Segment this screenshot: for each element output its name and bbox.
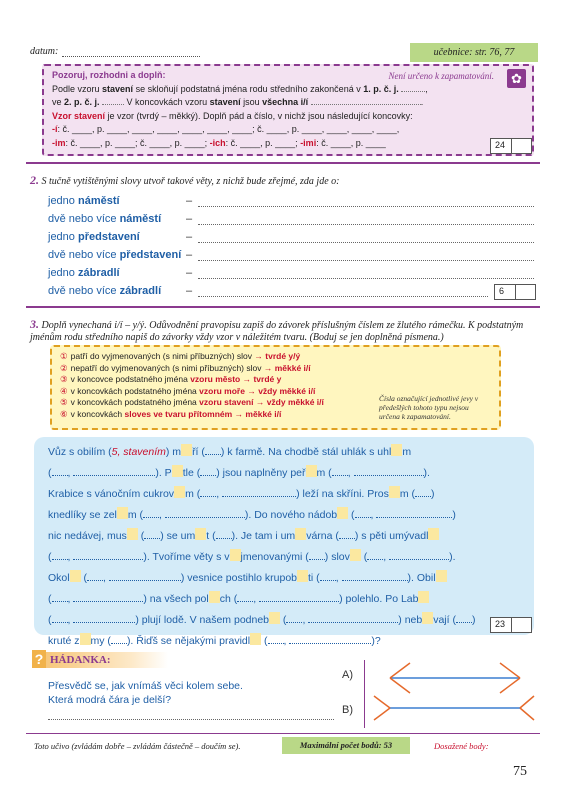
letter-gap[interactable] [174,486,185,498]
footer-divider [26,733,540,734]
option-b-label: B) [342,704,353,716]
letter-gap[interactable] [181,444,192,456]
exercise-3-text [34,437,534,647]
letter-gap[interactable] [337,507,348,519]
exercise-2-instruction: 2. S tučně vytištěnými slovy utvoř takové věty, z nichž bude zřejmé, zda jde o: [30,173,340,187]
letter-gap[interactable] [297,570,308,582]
letter-gap[interactable] [70,570,81,582]
dash: – [186,213,193,225]
letter-gap[interactable] [428,528,439,540]
text-line: knedlíky se zel m ( , ). Do nového nádob ( , ) [48,509,456,521]
option-a-label: A) [342,669,353,681]
intro-line-2: ve 2. p. č. j. V koncovkách vzoru stavení jsou všechna i/í . [52,97,424,107]
section-divider [26,306,540,308]
section-divider [26,162,540,164]
letter-gap[interactable] [127,528,138,540]
ex2-row: dvě nebo více náměstí [48,213,162,225]
ex2-row: dvě nebo více představení [48,249,182,261]
letter-gap[interactable] [250,633,261,645]
letter-gap[interactable] [306,465,317,477]
text-line: nic nedávej, mus ( ) se um t ( ). Je tam i um várna ( ) s pěti umývadl [48,526,520,547]
rule-item: ⑤ v koncovkách podstatného jména vzoru stavení → vždy měkké i/í [60,397,324,407]
ex2-row: jedno představení [48,231,140,243]
text-line: ( , ). P tle ( ) jsou naplněny peř m ( , ). [48,467,430,479]
text-line: kruté z my ( ). Řiďš se nějakými pravidl ( , )? [48,635,381,647]
letter-gap[interactable] [391,444,402,456]
reason-field[interactable] [205,454,221,455]
text-line: ( , ) plují lodě. V našem podneb ( , ) neb vají ( ) [48,614,476,626]
page-number: 75 [513,764,527,779]
intro-line-1: Podle vzoru stavení se skloňují podstatná jména rodu středního zakončená v 1. p. č. j. , [52,83,428,94]
exercise-3-instruction: 3. Doplň vynechaná i/í – y/ý. Odůvodnění pravopisu zapiš do závorek příslušným číslem ze žlutého rámečku. K podstatným jménům rodu středního napiš do závorky vždy vzor v náležitém tvaru. (Boduj se jen doplněná písmena.) [30,317,524,343]
flower-icon: ✿ [507,69,526,88]
score-box[interactable]: 23 [490,617,532,633]
intro-title: Pozoruj, rozhodni a doplň: [52,70,166,80]
letter-gap[interactable] [195,528,206,540]
letter-gap[interactable] [418,591,429,603]
self-assessment: Toto učivo (zvládám dobře – zvládám částečně – doučím se). [34,741,241,751]
letter-gap[interactable] [230,549,241,561]
rule-item: ① patří do vyjmenovaných (s nimi příbuzných) slov → tvrdé y/ý [60,351,301,361]
illusion-figure [370,660,535,725]
letter-gap[interactable] [436,570,447,582]
illusion-line-b [374,696,534,720]
date-field[interactable] [62,56,200,57]
illusion-line-a [390,663,520,693]
riddle-divider [364,660,365,728]
dash: – [186,231,193,243]
dash: – [186,249,193,261]
dash: – [186,195,193,207]
answer-line[interactable] [198,206,534,207]
intro-line-4: -í: č. ____, p. ____, ____, ____, ____, ____, ____; č. ____, p. ____, ____, ____, ____, [52,124,400,134]
letter-gap[interactable] [350,549,361,561]
letter-gap[interactable] [80,633,91,645]
intro-line-3: Vzor stavení je vzor (tvrdý – měkký). Doplň pád a číslo, v nichž jsou následující koncovky: [52,110,413,121]
score-box[interactable]: 6 [494,284,536,300]
riddle-text: Přesvědč se, jak vnímáš věci kolem sebe. Která modrá čára je delší? [48,680,243,706]
text-line: Okol ( , ) vesnice postihlo krupob ti ( , ). Obil [48,568,520,589]
intro-box [42,64,534,156]
dash: – [186,267,193,279]
max-points: Maximální počet bodů: 53 [282,737,410,754]
intro-line-5: -im: č. ____, p. ____; č. ____, p. ____; -ich: č. ____, p. ____; -imi: č. ____, p. ____ [52,137,386,148]
answer-line[interactable] [198,296,488,297]
rule-item: ③ v koncovce podstatného jména vzoru město → tvrdé y [60,374,282,384]
blank-field[interactable] [311,104,421,105]
dash: – [186,285,193,297]
answer-line[interactable] [198,278,534,279]
rule-item: ④ v koncovkách podstatného jména vzoru moře → vždy měkké i/í [60,385,316,396]
rule-item: ② nepatří do vyjmenovaných (s nimi příbuzných) slov → měkké i/í [60,362,311,373]
answer-line[interactable] [198,260,534,261]
letter-gap[interactable] [209,591,220,603]
rules-note: Čísla označující jednotlivé jevy v předešlých tohoto typu nejsou určena k zapamatování. [379,394,479,421]
text-line: ( , ). Tvoříme věty s v jmenovanými ( ) slov ( , ). [48,551,456,563]
question-mark-icon: ? [32,650,46,668]
letter-gap[interactable] [117,507,128,519]
text-line: Vůz s obilím (5, stavením) m ří ( ) k farmě. Na chodbě stál uhlák s uhl m [48,446,412,458]
text-line: ( , ) na všech pol ch ( , ) polehlo. Po Lab [48,589,520,610]
not-for-memorizing-note: Není určeno k zapamatování. [388,71,494,81]
answer-line[interactable] [198,224,534,225]
letter-gap[interactable] [172,465,183,477]
ex2-row: jedno zábradlí [48,267,120,279]
achieved-points: Dosažené body: [434,741,489,751]
ex2-row: jedno náměstí [48,195,120,207]
letter-gap[interactable] [389,486,400,498]
blank-field[interactable] [401,91,425,92]
letter-gap[interactable] [295,528,306,540]
blank-field[interactable] [102,104,124,105]
riddle-title: HÁDANKA: [50,654,111,666]
text-line: Krabice s vánočním cukrov m ( , ) leží na skříni. Pros m ( ) [48,488,435,500]
score-box[interactable]: 24 [490,138,532,154]
riddle-answer-line[interactable] [48,719,334,720]
letter-gap[interactable] [269,612,280,624]
rule-item: ⑥ v koncovkách sloves ve tvaru přítomném → měkké i/í [60,408,282,419]
answer-line[interactable] [198,242,534,243]
rules-box [50,345,501,430]
ex2-row: dvě nebo více zábradlí [48,285,162,297]
date-label: datum: [30,46,59,57]
letter-gap[interactable] [422,612,433,624]
textbook-reference: učebnice: str. 76, 77 [410,43,538,62]
